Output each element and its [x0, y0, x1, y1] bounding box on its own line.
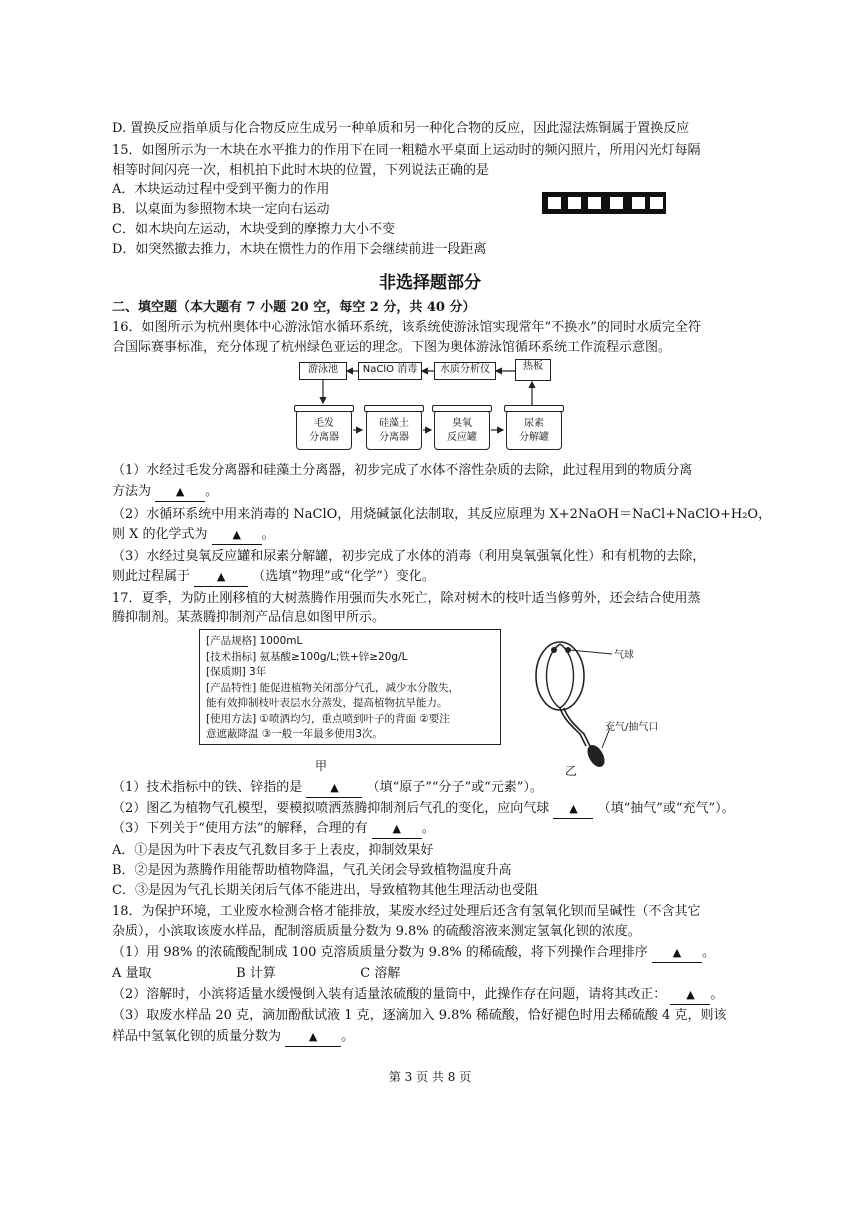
tank-label-line1: 臭氧	[452, 418, 472, 429]
q16-part3-line1: （3）水经过臭氧反应罐和尿素分解罐，初步完成了水体的消毒（利用臭氧强氧化性）和有机物的去除，	[112, 549, 706, 564]
q18-option-dissolve: C 溶解	[360, 966, 401, 981]
q18-part3-text: 样品中氢氧化钡的质量分数为	[112, 1029, 282, 1044]
port-label: 充气/抽气口	[605, 722, 659, 733]
page-footer: 第 3 页 共 8 页	[388, 1070, 472, 1084]
q17-stem-1: 17．夏季，为防止刚移植的大树蒸腾作用强而失水死亡，除对树木的枝叶适当修剪外，还会结合使用蒸	[112, 591, 701, 606]
answer-blank[interactable]: ▲	[155, 483, 205, 502]
q18-part3-line1: （3）取废水样品 20 克，滴加酚酞试液 1 克，逐滴加入 9.8% 稀硫酸，恰好褪色时用去稀硫酸 4 克，则该	[112, 1008, 727, 1023]
answer-blank[interactable]: ▲	[194, 568, 248, 587]
tank-label-line2: 分解罐	[519, 432, 549, 443]
q16-stem-2: 合国际赛事标准，充分体现了杭州绿色亚运的理念。下图为奥体游泳馆循环系统工作流程示意图。	[112, 340, 672, 355]
q17-option-b: B．②是因为蒸腾作用能帮助植物降温，气孔关闭会导致植物温度升高	[112, 863, 512, 878]
info-line: [产品特性] 能促进植物关闭部分气孔，减少水分散失，	[206, 681, 460, 694]
q18-stem-1: 18．为保护环境，工业废水检测合格才能排放，某废水经过处理后还含有氢氧化钡而呈碱性（不含其它	[112, 904, 701, 919]
flow-arrows	[290, 355, 570, 455]
figure-b-label: 乙	[565, 764, 578, 778]
info-line: [产品规格] 1000mL	[206, 635, 303, 647]
q18-part3-line2: 样品中氢氧化钡的质量分数为 ▲ 。	[112, 1028, 354, 1047]
q17-part2	[112, 800, 735, 819]
q18-option-calculate: B 计算	[236, 966, 276, 981]
flow-box-pool: 游泳池	[299, 362, 347, 380]
stomata-model-figure	[520, 636, 670, 772]
balloon-label: 气球	[614, 650, 634, 661]
q15-option-b: B．以桌面为参照物木块一定向右运动	[112, 202, 330, 217]
flow-box-hotplate: 热板	[515, 359, 551, 381]
section-2-heading: 二、填空题（本大题有 7 小题 20 空，每空 2 分，共 40 分）	[112, 300, 476, 315]
answer-blank[interactable]: ▲	[372, 820, 422, 839]
q17-stem-2: 腾抑制剂。某蒸腾抑制剂产品信息如图甲所示。	[112, 610, 386, 625]
q15-option-c: C．如木块向左运动，木块受到的摩擦力大小不变	[112, 222, 395, 237]
q16-part2-line1: （2）水循环系统中用来消毒的 NaClO，用烧碱氯化法制取，其反应原理为 X+2NaOH＝NaCl+NaClO+H₂O，	[112, 507, 772, 522]
q17-part2-text-end: （填“抽气”或“充气”）。	[597, 801, 735, 816]
q18-stem-2: 杂质），小滨取该废水样品，配制溶质质量分数为 9.8% 的硫酸溶液来测定氢氧化钡的浓度。	[112, 924, 641, 939]
q16-part1-line1: （1）水经过毛发分离器和硅藻土分离器，初步完成了水体不溶性杂质的去除，此过程用到的物质分离	[112, 463, 693, 478]
q18-options	[112, 965, 400, 983]
answer-blank[interactable]: ▲	[306, 779, 362, 798]
q16-part2-line2: 则 X 的化学式为 ▲ 。	[112, 526, 275, 545]
q16-part2-text: 则 X 的化学式为	[112, 527, 208, 542]
q16-stem-1: 16．如图所示为杭州奥体中心游泳馆水循环系统，该系统使游泳馆实现常年“不换水”的同时水质完全符	[112, 320, 701, 335]
q17-part1-text-end: （填“原子”“分子”或“元素”）。	[366, 780, 543, 795]
tank-label-line2: 分离器	[379, 432, 409, 443]
answer-blank[interactable]: ▲	[652, 944, 702, 963]
info-line: [技术指标] 氨基酸≥100g/L;铁+锌≥20g/L	[206, 650, 408, 663]
answer-blank[interactable]: ▲	[285, 1028, 341, 1047]
q17-part2-text: （2）图乙为植物气孔模型，要模拟喷洒蒸腾抑制剂后气孔的变化，应向气球	[112, 801, 550, 816]
q15-stem-1: 15．如图所示为一木块在水平推力的作用下在同一粗糙水平桌面上运动时的频闪照片，所用闪光灯每隔	[112, 143, 701, 158]
answer-blank[interactable]: ▲	[553, 800, 593, 819]
q17-part1-text: （1）技术指标中的铁、锌指的是	[112, 780, 303, 795]
product-info-box	[199, 629, 501, 745]
tank-label-line2: 反应罐	[447, 432, 477, 443]
q17-part1	[112, 779, 543, 798]
figure-a-label: 甲	[315, 759, 328, 773]
info-line: [保质期] 3年	[206, 666, 267, 678]
q17-part3-text: （3）下列关于“使用方法”的解释，合理的有	[112, 821, 368, 836]
q17-option-a: A．①是因为叶下表皮气孔数目多于上表皮，抑制效果好	[112, 843, 434, 858]
tank-label-line1: 尿素	[524, 418, 544, 429]
q18-part2-text: （2）溶解时，小滨将适量水缓慢倒入装有适量浓硫酸的量筒中，此操作存在问题，请将其改正：	[112, 987, 667, 1002]
answer-blank[interactable]: ▲	[212, 526, 262, 545]
q15-stem-2: 相等时间闪亮一次，相机拍下此时木块的位置，下列说法正确的是	[112, 163, 490, 178]
answer-blank[interactable]: ▲	[670, 986, 710, 1005]
q16-part3-text-end: （选填“物理”或“化学”）变化。	[252, 569, 435, 584]
q15-option-d: D．如突然撤去推力，木块在惯性力的作用下会继续前进一段距离	[112, 242, 487, 257]
q17-part3: （3）下列关于“使用方法”的解释，合理的有 ▲ 。	[112, 820, 435, 839]
q16-part1-line2: 方法为 ▲ 。	[112, 483, 218, 502]
section-title: 非选择题部分	[379, 273, 481, 293]
q17-option-c: C．③是因为气孔长期关闭后气体不能进出，导致植物其他生理活动也受阻	[112, 883, 538, 898]
q16-part1-text: 方法为	[112, 484, 152, 499]
q15-option-a: A．木块运动过程中受到平衡力的作用	[112, 182, 330, 197]
q18-part2: （2）溶解时，小滨将适量水缓慢倒入装有适量浓硫酸的量筒中，此操作存在问题，请将其改正： ▲ 。	[112, 986, 723, 1005]
q18-part1-text: （1）用 98% 的浓硫酸配制成 100 克溶质质量分数为 9.8% 的稀硫酸，将下列操作合理排序	[112, 945, 648, 960]
strobe-photo-figure	[542, 192, 666, 214]
tank-label-line1: 毛发	[314, 418, 334, 429]
q14-option-d: D. 置换反应指单质与化合物反应生成另一种单质和另一种化合物的反应，因此湿法炼铜属于置换反应	[112, 121, 690, 136]
q18-part1: （1）用 98% 的浓硫酸配制成 100 克溶质质量分数为 9.8% 的稀硫酸，将下列操作合理排序 ▲ 。	[112, 944, 715, 963]
q16-part3-text: 则此过程属于	[112, 569, 191, 584]
q16-part3-line2	[112, 568, 435, 587]
info-line: 意遮蔽降温 ③一般一年最多使用3次。	[206, 728, 383, 740]
flow-box-analyzer: 水质分析仪	[434, 362, 496, 380]
info-line: 能有效抑制枝叶表层水分蒸发，提高植物抗旱能力。	[206, 697, 448, 709]
tank-label-line2: 分离器	[309, 432, 339, 443]
info-line: [使用方法] ①喷洒均匀，重点喷到叶子的背面 ②要注	[206, 712, 450, 725]
tank-label-line1: 硅藻土	[379, 418, 409, 429]
flow-box-disinfect: NaClO 消毒	[358, 362, 422, 380]
q18-option-measure: A 量取	[112, 966, 152, 981]
